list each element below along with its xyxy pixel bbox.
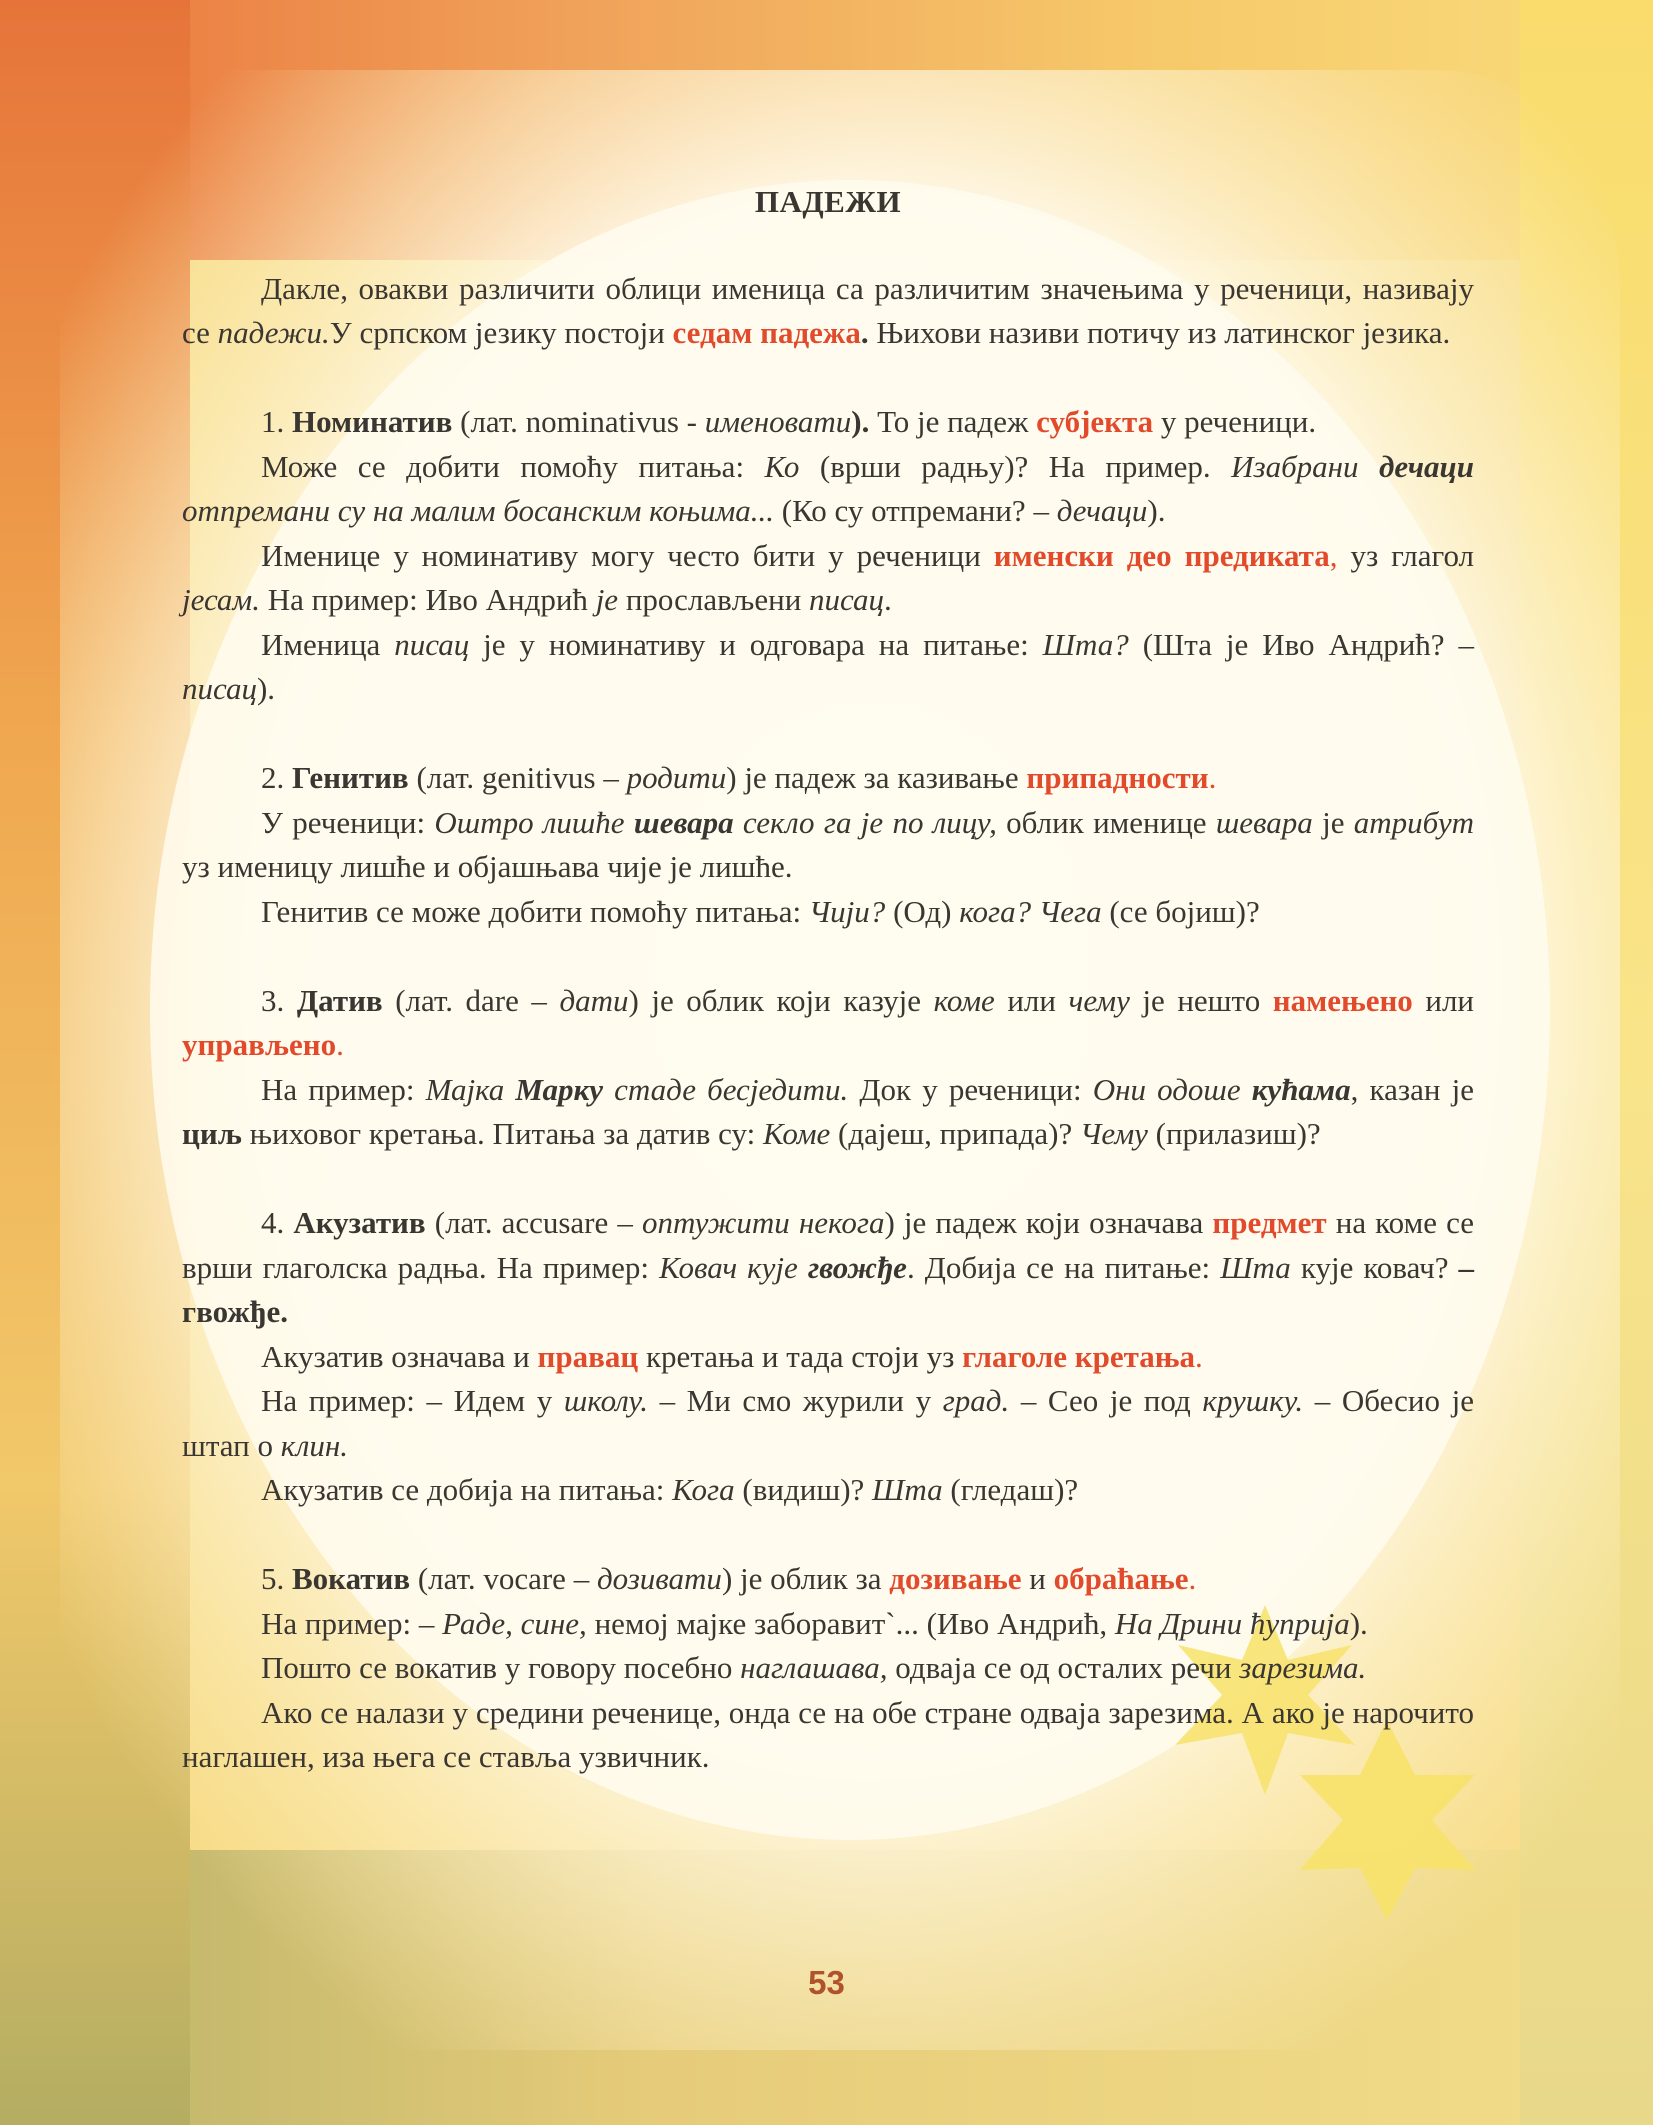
- case-number: 2.: [261, 760, 292, 795]
- text: (видиш)?: [734, 1472, 873, 1507]
- text-italic: чему: [1068, 982, 1130, 1018]
- text-italic: град.: [942, 1383, 1010, 1418]
- text: (Од): [885, 893, 960, 929]
- akuzativ-question: [182, 1468, 1474, 1513]
- text: Док у реченици:: [848, 1071, 1093, 1107]
- highlight-term: правац: [537, 1338, 639, 1374]
- text: је у номинативу и одговара на питање:: [469, 626, 1043, 662]
- text-italic: писац: [809, 582, 884, 617]
- text: (лат. accusare: [425, 1205, 618, 1240]
- highlight-term: седам падежа: [672, 315, 861, 350]
- text-bold: – гвожђе.: [182, 1249, 1475, 1329]
- text: ) је облик који казује: [628, 982, 934, 1018]
- text: ).: [1349, 1605, 1368, 1641]
- text: (лат. nominativus -: [452, 404, 705, 439]
- text-italic: клин.: [280, 1427, 349, 1463]
- text: – Ми смо журили у: [647, 1383, 943, 1418]
- text-italic: – оптужити некога: [617, 1205, 885, 1240]
- text-italic: Мајка: [425, 1071, 516, 1107]
- vokativ-emphasis: [182, 1646, 1474, 1691]
- text-italic: Ковач кује: [659, 1249, 808, 1285]
- text-bold-italic: гвожђе: [807, 1249, 907, 1285]
- text-italic: атрибут: [1353, 804, 1475, 840]
- text: (врши радњу)? На пример.: [799, 448, 1232, 484]
- text-italic: коме: [933, 982, 995, 1018]
- genitiv-definition: [182, 756, 1474, 801]
- text: ).: [1147, 493, 1166, 528]
- text-italic: стаде бесједити.: [603, 1071, 849, 1107]
- text: је: [1312, 804, 1354, 840]
- text: облик именице: [996, 804, 1216, 840]
- text: уз именицу лишће и објашњава чије је лишће.: [182, 849, 793, 884]
- text-italic: је: [595, 582, 619, 617]
- vokativ-example: [182, 1602, 1474, 1647]
- text: У реченици:: [261, 804, 435, 840]
- text: (Ко су отпремани?: [774, 493, 1034, 528]
- dativ-definition: [182, 979, 1474, 1068]
- text-italic: Чији?: [808, 893, 886, 929]
- text-bold-italic: дечаци: [1379, 448, 1475, 484]
- text: У српском језику постоји: [329, 315, 673, 350]
- text-bold: циљ: [182, 1116, 242, 1151]
- text: – Идем у: [426, 1383, 564, 1418]
- highlight-term: припадности: [1026, 760, 1209, 795]
- text: је нешто: [1129, 982, 1273, 1018]
- text-bold-italic: кућама: [1251, 1071, 1351, 1107]
- text: .: [1208, 760, 1217, 795]
- text: Дакле, овакви различити облици именица са различитим значењима у реченици, називају се: [182, 270, 1474, 350]
- nominativ-definition: [182, 400, 1474, 445]
- text-italic: именовати: [704, 404, 852, 439]
- genitiv-question: [182, 890, 1474, 935]
- text-bold-italic: Марку: [515, 1071, 604, 1107]
- dativ-example: [182, 1068, 1474, 1157]
- text: у реченици.: [1153, 404, 1317, 439]
- text-italic: – родити: [603, 760, 727, 795]
- text: (гледаш)?: [942, 1472, 1079, 1507]
- text: кује ковач?: [1290, 1249, 1459, 1285]
- text-italic: Шта: [872, 1472, 943, 1507]
- text-italic: шевара: [1215, 804, 1313, 840]
- text: . Добија се на питање:: [906, 1249, 1221, 1285]
- text: или: [1412, 982, 1475, 1018]
- text-italic: наглашава,: [740, 1650, 888, 1685]
- text: или: [994, 982, 1069, 1018]
- text-bold-italic: шевара: [633, 804, 734, 840]
- text-italic: писац: [394, 626, 470, 662]
- text: Именица: [261, 626, 395, 662]
- text: Акузатив се добија на питања:: [261, 1472, 673, 1507]
- highlight-term: именски део предиката: [993, 537, 1330, 573]
- text: На пример:: [261, 1071, 426, 1107]
- text: .: [884, 582, 892, 617]
- text: ) је падеж за казивање: [726, 760, 1027, 795]
- text: прослављени: [618, 582, 810, 617]
- text-italic: Кога: [672, 1472, 735, 1507]
- text: Може се добити помоћу питања:: [261, 448, 765, 484]
- text: (прилазиш)?: [1147, 1116, 1321, 1151]
- text: немој мајке заборавит`... (Иво Андрић,: [586, 1605, 1115, 1641]
- text: Пошто се вокатив у говору посебно: [261, 1650, 741, 1685]
- text: .: [1188, 1561, 1197, 1596]
- case-number: 5.: [261, 1561, 292, 1596]
- akuzativ-example: [182, 1379, 1474, 1468]
- text: На пример:: [261, 1383, 427, 1418]
- page-title: ПАДЕЖИ: [754, 184, 902, 219]
- text: Именице у номинативу могу често бити у реченици: [261, 537, 994, 573]
- text: На пример: –: [261, 1605, 443, 1641]
- text: .: [336, 1027, 344, 1062]
- akuzativ-definition: [182, 1201, 1474, 1335]
- text-italic: Шта?: [1042, 626, 1129, 662]
- text-italic: Раде, сине,: [442, 1605, 587, 1641]
- case-name: Датив: [296, 982, 383, 1018]
- page-content: [182, 160, 1474, 1780]
- vokativ-punctuation: Ако се налази у средини реченице, онда се на обе стране одваја зарезима. А ако је нарочито наглашен, иза њега се ставља узвичник.: [182, 1694, 1474, 1774]
- text-italic: Они одоше: [1092, 1071, 1252, 1107]
- text: и: [1021, 1561, 1054, 1596]
- case-name: Акузатив: [293, 1205, 426, 1240]
- text-italic: крушку.: [1202, 1383, 1304, 1418]
- text-italic: зарезима.: [1239, 1650, 1367, 1685]
- nominativ-question: [182, 445, 1474, 534]
- text-italic: Ко: [764, 448, 800, 484]
- text: На пример: Иво Андрић: [259, 582, 596, 617]
- vokativ-definition: [182, 1557, 1474, 1602]
- nominativ-predicate: [182, 534, 1474, 623]
- text: кретања и тада стоји уз: [638, 1338, 963, 1374]
- genitiv-example: [182, 801, 1474, 890]
- highlight-term: предмет: [1212, 1205, 1327, 1240]
- text: – Обесио је штап о: [182, 1383, 1474, 1463]
- highlight-term: намењено: [1272, 982, 1413, 1018]
- highlight-term: дозивање: [889, 1561, 1022, 1596]
- highlight-term: глаголе кретања: [962, 1338, 1195, 1374]
- text-italic: Изабрани: [1231, 448, 1380, 484]
- text-bold: .: [860, 315, 869, 350]
- text-italic: падежи.: [217, 315, 330, 350]
- text: уз глагол: [1337, 537, 1474, 573]
- text-italic: Оштро лишће: [434, 804, 634, 840]
- case-number: 3.: [261, 982, 297, 1018]
- text: .: [1194, 1338, 1203, 1374]
- text: ).: [256, 671, 276, 706]
- text: ) је падеж који означава: [884, 1205, 1213, 1240]
- case-name: Номинатив: [292, 404, 453, 439]
- text: на коме се врши глаголска радња. На пример:: [182, 1205, 1474, 1285]
- text: То је падеж: [869, 404, 1037, 439]
- akuzativ-direction: [182, 1335, 1474, 1380]
- text-italic: – дозивати: [573, 1561, 722, 1596]
- text: (лат. vocare: [410, 1561, 574, 1596]
- text-italic: – дати: [531, 982, 629, 1018]
- text: (лат. dare: [382, 982, 532, 1018]
- highlight-term: субјекта: [1036, 404, 1154, 439]
- text-italic: школу.: [563, 1383, 648, 1418]
- text-italic: Чему: [1080, 1116, 1148, 1151]
- text: Генитив се може добити помоћу питања:: [261, 893, 809, 929]
- highlight-term: управљено: [182, 1027, 337, 1062]
- text-italic: На Дрини ћуприја: [1114, 1605, 1350, 1641]
- text-bold: ).: [851, 404, 870, 439]
- case-name: Генитив: [292, 760, 409, 795]
- case-number: 1.: [261, 404, 292, 439]
- text: ) је облик за: [721, 1561, 890, 1596]
- text: (дајеш, припада)?: [830, 1116, 1080, 1151]
- text: одваја се од осталих речи: [887, 1650, 1240, 1685]
- text-italic: јесам.: [182, 582, 260, 617]
- text-italic: – дечаци: [1033, 493, 1148, 528]
- text-italic: кога? Чега: [959, 893, 1102, 929]
- text-italic: Шта: [1220, 1249, 1291, 1285]
- text-italic: – писац: [182, 626, 1474, 706]
- text: Акузатив означава и: [261, 1338, 538, 1374]
- case-name: Вокатив: [292, 1561, 411, 1596]
- text: Њихови називи потичу из латинског језика.: [868, 315, 1451, 350]
- text: (се бојиш)?: [1101, 893, 1260, 929]
- case-number: 4.: [261, 1205, 294, 1240]
- text-italic: отпремани су на малим босанским коњима...: [182, 493, 775, 528]
- text: , казан је: [1350, 1071, 1474, 1107]
- text: – Сео је под: [1009, 1383, 1203, 1418]
- text: ,: [1329, 537, 1338, 573]
- text: њиховог кретања. Питања за датив су:: [241, 1116, 763, 1151]
- highlight-term: обраћање: [1053, 1561, 1189, 1596]
- text: (Шта је Иво Андрић?: [1128, 626, 1459, 662]
- page-number: 53: [808, 1964, 845, 2001]
- nominativ-example: [182, 623, 1474, 712]
- text-italic: секло га је по лицу,: [733, 804, 997, 840]
- text: (лат. genitivus: [408, 760, 604, 795]
- intro-paragraph: [182, 267, 1474, 356]
- text-italic: Коме: [762, 1116, 831, 1151]
